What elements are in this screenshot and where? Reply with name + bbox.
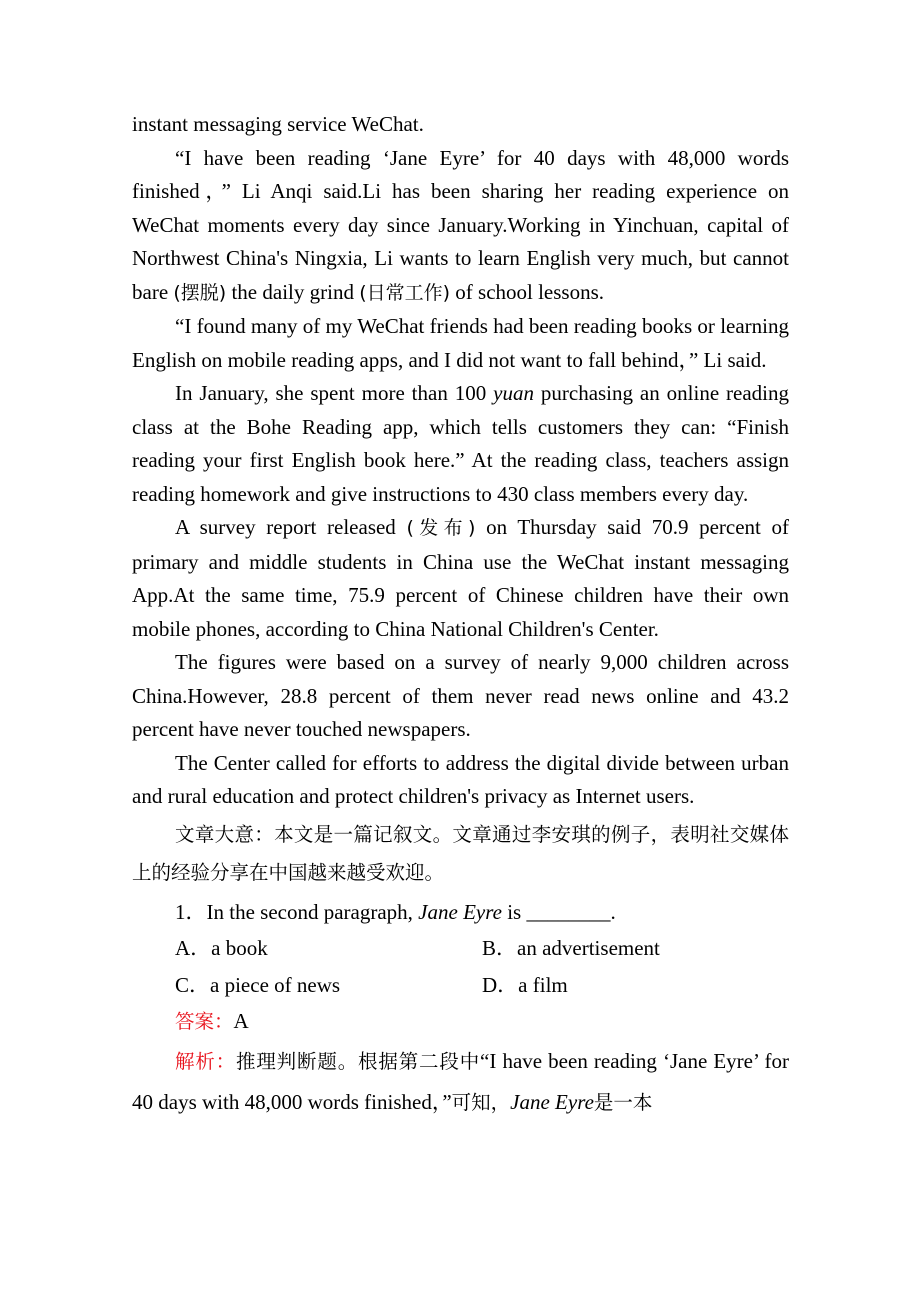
gloss-fabu: (发布) — [406, 517, 476, 539]
passage-paragraph-6 — [132, 747, 789, 814]
passage-text: of school lessons. — [455, 279, 605, 304]
question-options — [132, 930, 789, 1003]
options-row — [175, 930, 789, 967]
passage-text: The figures were based on a survey of nearly 9,000 children across China.However, 28.8 percent of them never read news online and 43.2 percent have never touched newspapers. — [132, 650, 789, 741]
analysis-italic: Jane Eyre — [510, 1089, 594, 1114]
analysis-label: 解析： — [175, 1049, 237, 1073]
option-letter: B． — [482, 936, 518, 960]
analysis-quote: “I have been reading ‘Jane Eyre’ for 40 days with 48,000 words finished，” — [132, 1048, 789, 1114]
option-d — [482, 967, 789, 1004]
options-row — [175, 967, 789, 1004]
option-text: a film — [518, 972, 568, 997]
option-letter: D． — [482, 972, 519, 997]
option-a — [175, 930, 482, 967]
passage-text: “I found many of my WeChat friends had been reading books or learning English on mobile reading apps, and I did not want to fall behind，” Li said. — [132, 314, 789, 372]
answer-label: 答案： — [175, 1010, 234, 1033]
passage-paragraph-0 — [132, 108, 789, 142]
passage-text: on Thursday said 70.9 percent of primary and middle students in China use the WeChat instant messaging App.At the same time, 75.9 percent of Chinese children have their own mobile phones, according to China National Children's Center. — [132, 515, 790, 641]
option-letter: C． — [175, 972, 211, 997]
analysis-paragraph — [132, 1041, 789, 1123]
gloss-richang-gongzuo: (日常工作) — [359, 281, 451, 304]
passage-text: In January, she spent more than 100 — [175, 381, 487, 405]
option-c — [175, 967, 482, 1004]
option-text: an advertisement — [517, 936, 660, 960]
passage-text: instant messaging service WeChat. — [132, 112, 424, 136]
italic-term: yuan — [493, 381, 534, 405]
question-stem-end: is ________. — [507, 899, 616, 924]
analysis-text: 可知， — [451, 1090, 511, 1114]
passage-text: “I have been reading ‘Jane Eyre’ for 40 days with 48,000 words finished，” Li Anqi said.Li has been sharing her reading experience on WeChat moments every day since January.Working in Yinchuan, capital of Northwest China's Ningxia, Li wants to learn English very much, but cannot bare — [132, 145, 789, 304]
passage-text: The Center called for efforts to address the digital divide between urban and rural education and protect children's privacy as Internet users. — [132, 750, 789, 808]
question-stem-italic: Jane Eyre — [418, 899, 502, 924]
gloss-baituo: (摆脱) — [173, 281, 227, 304]
passage-paragraph-4 — [132, 511, 789, 646]
answer-value: A — [233, 1009, 249, 1033]
question-1 — [132, 894, 789, 931]
option-text: a book — [211, 936, 268, 960]
article-summary: 文章大意：本文是一篇记叙文。文章通过李安琪的例子，表明社交媒体上的经验分享在中国越来越受欢迎。 — [132, 822, 789, 884]
question-number: 1． — [175, 899, 207, 924]
passage-text: the daily grind — [231, 279, 354, 304]
passage-paragraph-3 — [132, 377, 789, 511]
option-text: a piece of news — [210, 972, 341, 997]
question-stem: In the second paragraph, — [206, 899, 413, 924]
analysis-text: 推理判断题。根据第二段中 — [236, 1049, 481, 1073]
passage-paragraph-5 — [132, 646, 789, 747]
document-page — [132, 108, 789, 1123]
analysis-text: 是一本 — [593, 1090, 653, 1114]
passage-paragraph-2 — [132, 310, 789, 377]
answer-line — [132, 1003, 789, 1041]
passage-text: purchasing an online reading class at the Bohe Reading app, which tells customers they can: “Finish reading your first English book here.” At the reading class, teachers assign reading homework and give instructions to 430 class members every day. — [132, 381, 790, 506]
option-b — [482, 930, 789, 967]
passage-text: A survey report released — [175, 515, 396, 539]
option-letter: A． — [175, 936, 212, 960]
passage-paragraph-1 — [132, 142, 789, 311]
